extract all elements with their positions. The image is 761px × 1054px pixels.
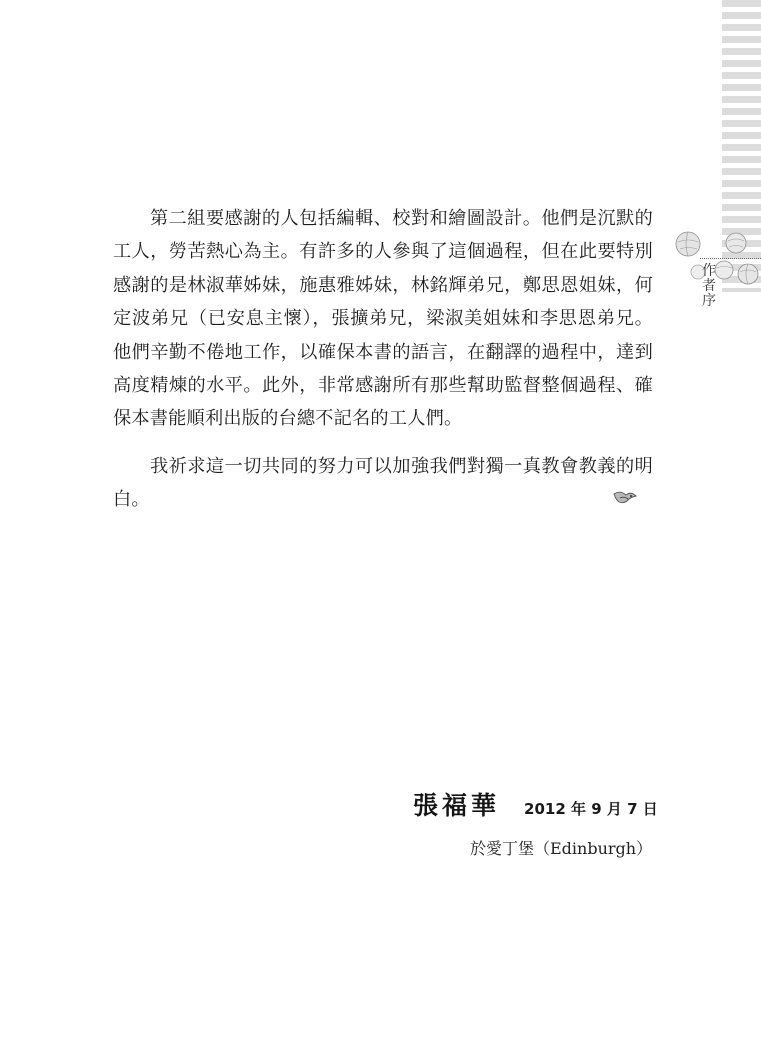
signature-date: 2012 年 9 月 7 日 [524,800,658,818]
body-text [113,202,653,517]
paragraph: 第二組要感謝的人包括編輯、校對和繪圖設計。他們是沉默的工人，勞苦熱心為主。有許多的人參與了這個過程，但在此要特別感謝的是林淑華姊妹，施惠雅姊妹，林銘輝弟兄，鄭思恩姐妹，何定波弟兄（已安息主懷），張擴弟兄，梁淑美姐妹和李思恩弟兄。他們辛勤不倦地工作，以確保本書的語言，在翻譯的過程中，達到高度精煉的水平。此外，非常感謝所有那些幫助監督整個過程、確保本書能順利出版的台總不記名的工人們。 [113,208,653,430]
paragraph: 我祈求這一切共同的努力可以加強我們對獨一真教會教義的明白。 [113,455,653,511]
chapter-tag: 作者序 [702,263,716,309]
chapter-divider [700,258,761,259]
signature-row [413,786,658,822]
signature-location: 於愛丁堡（Edinburgh） [470,839,653,858]
author-signature: 張福華 [413,791,501,820]
bird-ornament-icon [612,488,638,508]
